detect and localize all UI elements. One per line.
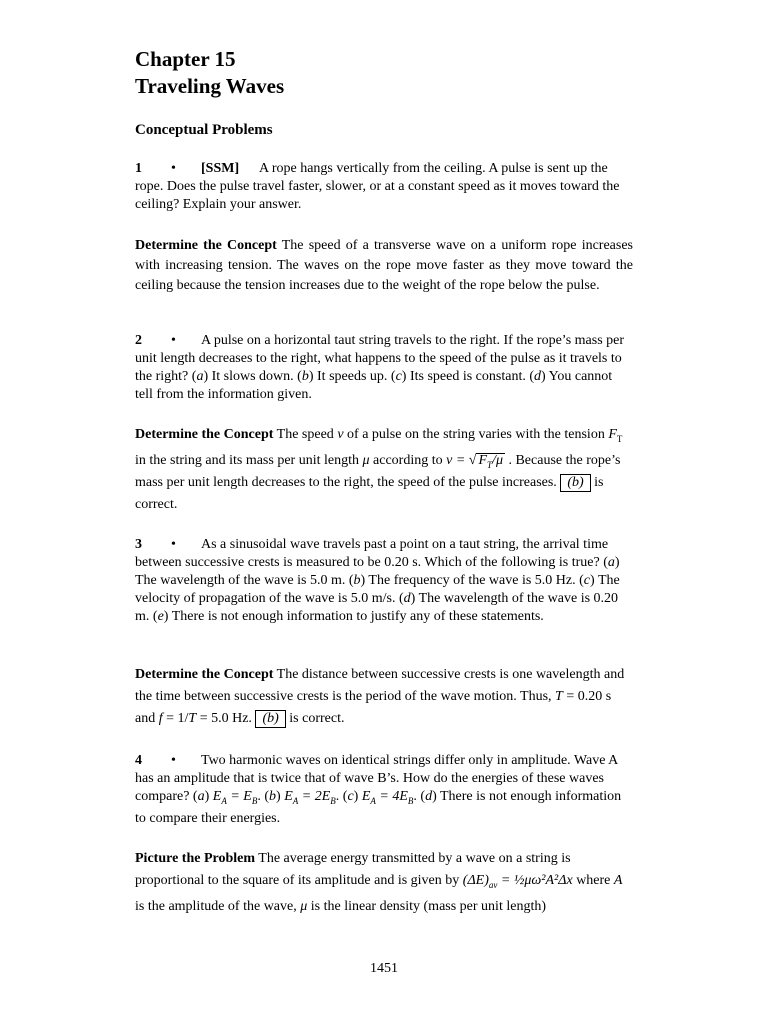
answer-box-3: (b) bbox=[255, 710, 285, 728]
chapter-heading bbox=[135, 46, 633, 100]
problem-1-answer: Determine the Concept The speed of a transverse wave on a uniform rope increases with increasing tension. The waves on the rope move faster as they move toward the ceiling because the tension increases due to the weight of the rope below the pulse. bbox=[135, 238, 634, 293]
chapter-number: Chapter 15 bbox=[135, 47, 236, 71]
problem-4-question: 4 • Two harmonic waves on identical strings differ only in amplitude. Wave A has an amplitude that is twice that of wave B’s. How do the energies of these waves compare? (a) $E_A = E_B$. (b) $E_A = 2E_B$. (c) $E_A = 4E_B$. (d) There is not enough information to compare their energies. bbox=[135, 753, 622, 826]
energy-equation: $(\Delta E)_{av}$ = ½μω²A²Δx bbox=[462, 873, 573, 890]
problem-2-question: 2 • A pulse on a horizontal taut string travels to the right. If the rope’s mass per unit length decreases to the right, what happens to the speed of the pulse as it travels to the right? (a) It slows down. (b) It speeds up. (c) Its speed is constant. (d) You cannot tell from the information given. bbox=[135, 333, 625, 402]
option-a-equation: $E_A = E_B$ bbox=[212, 789, 258, 806]
chapter-title: Traveling Waves bbox=[135, 74, 285, 98]
section-heading: Conceptual Problems bbox=[135, 122, 273, 138]
answer-box-2: (b) bbox=[560, 474, 590, 492]
problem-4-answer: Picture the Problem The average energy transmitted by a wave on a string is proportional to the square of its amplitude and is given by $(\Delta E)_{av}$ = ½μω²A²Δx where A is the amplitude of the wave, μ is the linear density (mass per unit length) bbox=[135, 851, 623, 914]
option-b-equation: $E_A = 2E_B$ bbox=[284, 789, 336, 806]
problem-3-answer: Determine the Concept The distance between successive crests is one wavelength and the time between successive crests is the period of the wave motion. Thus, T = 0.20 s and f = 1/T = 5.0 Hz. (b) is correct. bbox=[135, 667, 625, 726]
problem-3-question: 3 • As a sinusoidal wave travels past a point on a taut string, the arrival time between successive crests is measured to be 0.20 s. Which of the following is true? (a) The wavelength of the wave is 5.0 m. (b) The frequency of the wave is 5.0 Hz. (c) The velocity of propagation of the wave is 5.0 m/s. (d) The wavelength of the wave is 0.20 m. (e) There is not enough information to justify any of these statements. bbox=[135, 537, 620, 624]
page-number: 1451 bbox=[370, 961, 398, 976]
problem-1-question: 1 • [SSM] A rope hangs vertically from the ceiling. A pulse is sent up the rope. Does the pulse travel faster, slower, or at a constant speed as it moves toward the ceiling? Explain your answer. bbox=[135, 161, 620, 212]
wave-speed-equation: v = √ $F_T/\mu$ bbox=[446, 452, 503, 470]
option-c-equation: $E_A = 4E_B$ bbox=[361, 789, 414, 806]
problem-2-answer: Determine the Concept The speed v of a pulse on the string varies with the tension $F_T$ in the string and its mass per unit length μ according to v = √ $F_T/\mu$ . Because the rope’s mass per unit length decreases to the right, the speed of the pulse increases. (b) is correct. bbox=[135, 427, 623, 512]
